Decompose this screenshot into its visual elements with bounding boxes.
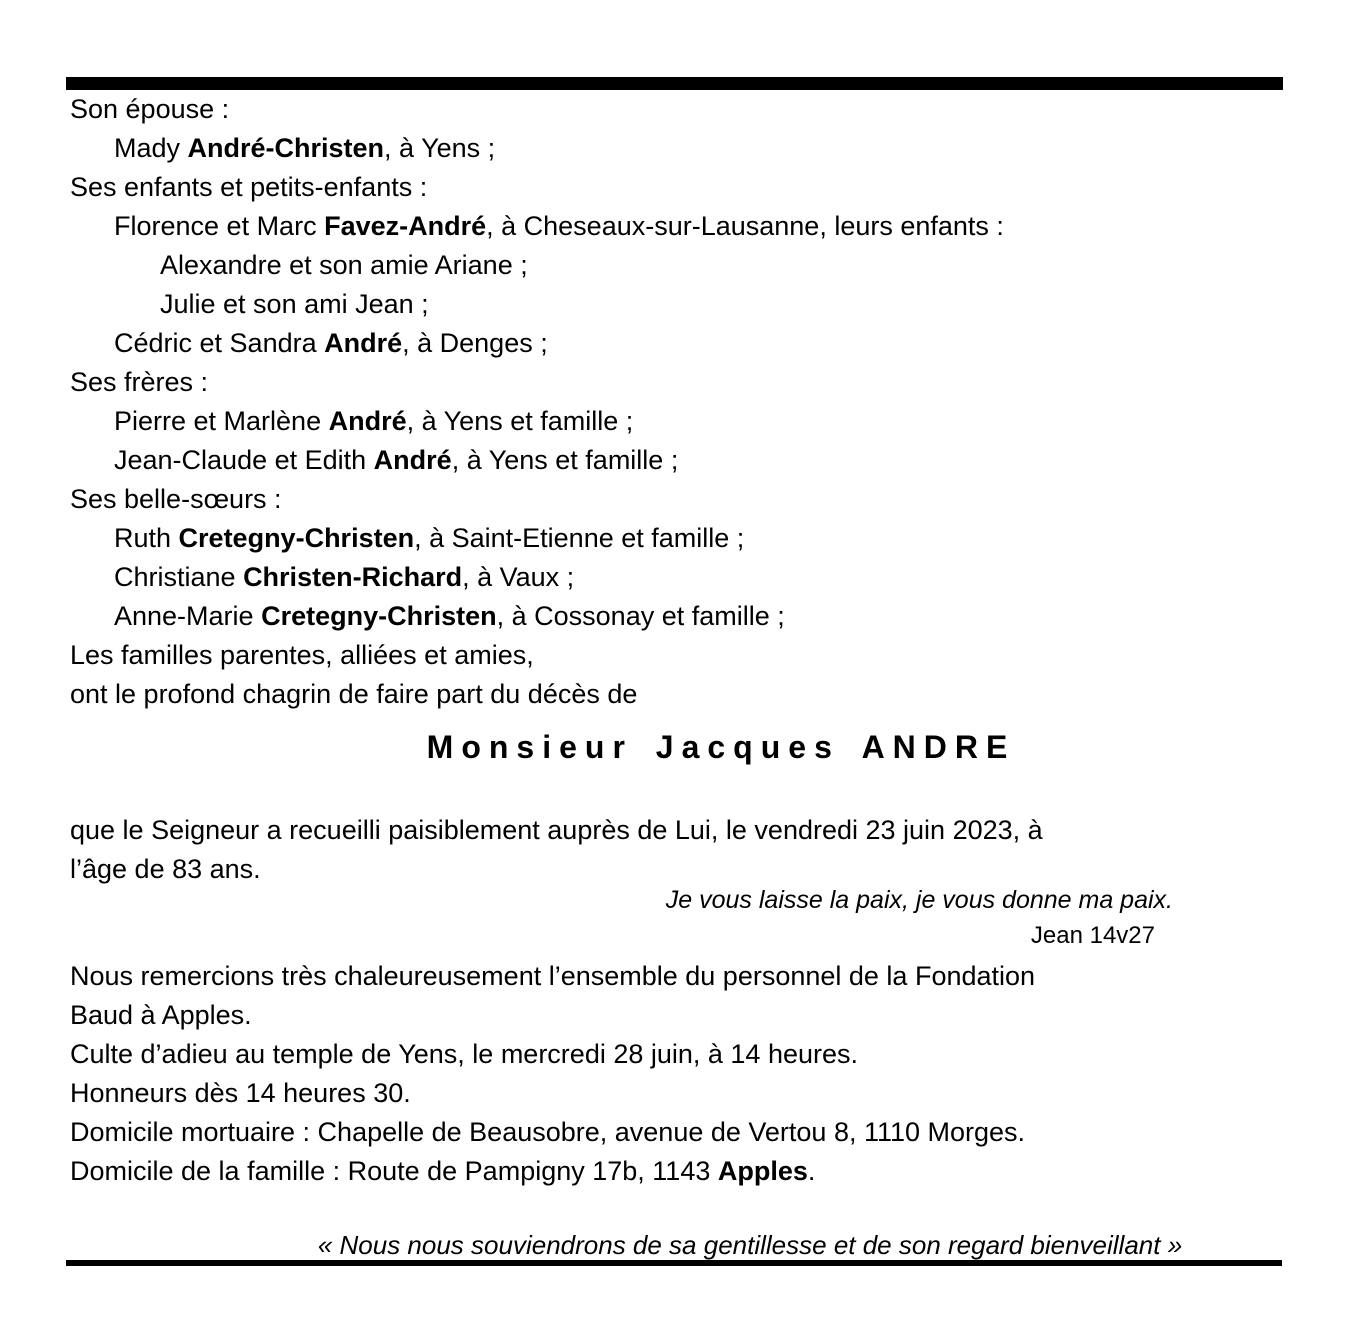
text-segment: Jean-Claude et Edith: [114, 445, 374, 475]
deceased-name-title: Monsieur Jacques ANDRE: [426, 729, 1016, 765]
text-line: [70, 363, 1348, 402]
text-line: [70, 480, 1348, 519]
text-segment: , à Yens et famille ;: [406, 406, 634, 436]
funeral-info: [70, 957, 1348, 1191]
text-line: [70, 1152, 1348, 1191]
text-line: [70, 168, 1348, 207]
text-segment: Nous remercions très chaleureusement l’ensemble du personnel de la Fondation: [70, 961, 1036, 991]
text-line: [70, 402, 1348, 441]
top-divider: [66, 77, 1283, 90]
text-line: [70, 129, 1348, 168]
text-segment: Domicile mortuaire : Chapelle de Beausobre, avenue de Vertou 8, 1110 Morges.: [70, 1117, 1026, 1147]
text-segment: Christiane: [114, 562, 244, 592]
text-segment: Anne-Marie: [114, 601, 262, 631]
text-segment: , à Yens et famille ;: [451, 445, 679, 475]
text-segment: Mady: [114, 133, 188, 163]
family-name-bold: Apples: [717, 1156, 808, 1186]
text-line: [70, 441, 1348, 480]
family-name-bold: Favez-André: [324, 211, 487, 241]
text-segment: Julie et son ami Jean ;: [160, 289, 429, 319]
scripture-reference: Jean 14v27: [1030, 922, 1155, 949]
text-line: [70, 324, 1348, 363]
family-name-bold: André: [324, 328, 403, 358]
text-segment: Pierre et Marlène: [114, 406, 329, 436]
text-segment: Ses belle-sœurs :: [70, 484, 282, 514]
text-segment: ont le profond chagrin de faire part du décès de: [70, 679, 638, 709]
text-segment: Alexandre et son amie Ariane ;: [160, 250, 528, 280]
text-line: [70, 1074, 1348, 1113]
scripture-quote: Je vous laisse la paix, je vous donne ma paix.: [665, 886, 1173, 914]
family-name-bold: André-Christen: [187, 133, 385, 163]
text-line: [70, 207, 1348, 246]
text-segment: Honneurs dès 14 heures 30.: [70, 1078, 411, 1108]
text-line: [70, 558, 1348, 597]
text-segment: , à Vaux ;: [462, 562, 575, 592]
text-line: [70, 1035, 1348, 1074]
text-line: [70, 675, 1348, 714]
text-line: [70, 636, 1348, 675]
text-segment: Ses enfants et petits-enfants :: [70, 172, 428, 202]
text-segment: , à Cheseaux-sur-Lausanne, leurs enfants :: [486, 211, 1004, 241]
text-segment: , à Yens ;: [384, 133, 496, 163]
family-name-bold: Cretegny-Christen: [261, 601, 497, 631]
text-segment: Cédric et Sandra: [114, 328, 325, 358]
text-segment: Ses frères :: [70, 367, 209, 397]
text-line: [70, 246, 1348, 285]
text-segment: Domicile de la famille : Route de Pampigny 17b, 1143: [70, 1156, 718, 1186]
text-line: [70, 519, 1348, 558]
text-line: [70, 1113, 1348, 1152]
text-segment: Baud à Apples.: [70, 1000, 252, 1030]
text-line: [70, 957, 1348, 996]
family-name-bold: André: [328, 406, 407, 436]
death-announcement: [70, 811, 1348, 889]
text-segment: Florence et Marc: [114, 211, 325, 241]
text-segment: , à Cossonay et famille ;: [496, 601, 785, 631]
family-name-bold: Cretegny-Christen: [178, 523, 415, 553]
text-segment: , à Saint-Etienne et famille ;: [414, 523, 745, 553]
text-line: [70, 996, 1348, 1035]
closing-quote: « Nous nous souviendrons de sa gentillesse et de son regard bienveillant »: [317, 1230, 1183, 1260]
text-segment: que le Seigneur a recueilli paisiblement auprès de Lui, le vendredi 23 juin 2023, à: [70, 815, 1043, 845]
family-name-bold: André: [373, 445, 452, 475]
relatives-list: [70, 90, 1348, 714]
text-segment: Culte d’adieu au temple de Yens, le mercredi 28 juin, à 14 heures.: [70, 1039, 859, 1069]
text-segment: Ruth: [114, 523, 179, 553]
text-line: [70, 90, 1348, 129]
text-line: [70, 597, 1348, 636]
obituary-page: [0, 77, 1348, 1342]
text-segment: .: [807, 1156, 816, 1186]
text-segment: Son épouse :: [70, 94, 230, 124]
text-segment: , à Denges ;: [402, 328, 548, 358]
family-name-bold: Christen-Richard: [243, 562, 463, 592]
text-line: [70, 811, 1348, 850]
scripture-block: [0, 883, 1282, 953]
text-segment: l’âge de 83 ans.: [70, 854, 261, 884]
text-segment: Les familles parentes, alliées et amies,: [70, 640, 534, 670]
text-line: [70, 285, 1348, 324]
